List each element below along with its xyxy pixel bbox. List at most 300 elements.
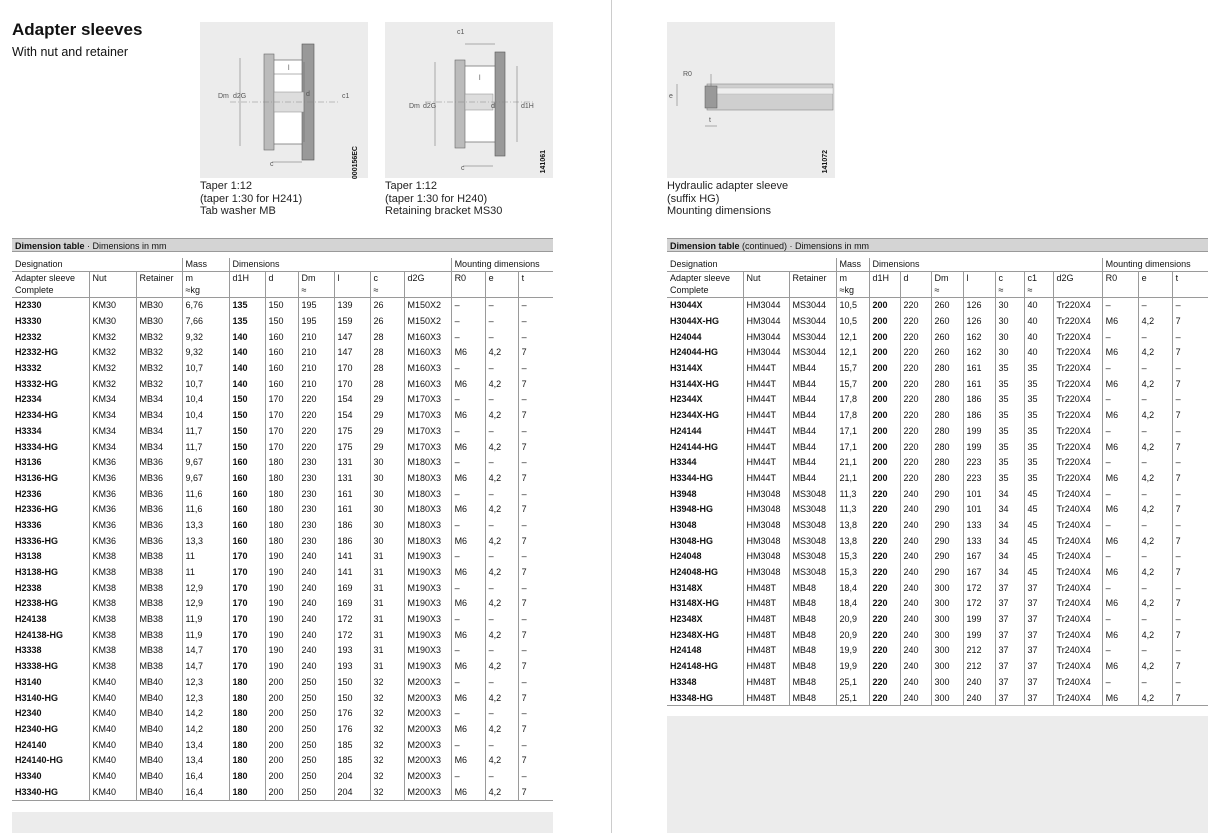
table-cell: 7: [1172, 658, 1208, 674]
table-cell: 220: [298, 439, 334, 455]
table-cell: 190: [265, 627, 298, 643]
table-cell: –: [518, 643, 553, 659]
header-e: e: [1138, 271, 1172, 284]
table-cell: H3344: [670, 457, 697, 468]
table-cell: 13,4: [182, 752, 229, 768]
table-cell: 240: [298, 611, 334, 627]
table-cell: KM36: [89, 486, 136, 502]
table-cell: 154: [334, 392, 370, 408]
table-cell: 35: [995, 439, 1024, 455]
table-row: [12, 705, 553, 721]
table-row: [667, 690, 1208, 706]
table-footer-shade: [667, 716, 1208, 833]
table-cell: Tr240X4: [1053, 486, 1102, 502]
table-cell: HM44T: [743, 470, 789, 486]
table-cell: MB36: [136, 517, 182, 533]
table-cell: 7: [1172, 470, 1208, 486]
table-cell: 7: [1172, 533, 1208, 549]
table-cell: 240: [298, 564, 334, 580]
table-cell: 260: [931, 313, 963, 329]
header-dm: Dm: [931, 271, 963, 284]
table-cell: Tr240X4: [1053, 611, 1102, 627]
table-cell: 4,2: [1138, 627, 1172, 643]
header-d: d: [265, 271, 298, 284]
table-cell: 170: [265, 439, 298, 455]
table-cell: 7: [1172, 690, 1208, 706]
table-cell: Tr220X4: [1053, 313, 1102, 329]
table-cell: 4,2: [485, 752, 518, 768]
table-cell: 32: [370, 674, 404, 690]
table-cell: 200: [265, 784, 298, 800]
table-cell: 180: [265, 470, 298, 486]
table-cell: Tr240X4: [1053, 580, 1102, 596]
table-cell: 139: [334, 297, 370, 313]
table-cell: 7: [1172, 596, 1208, 612]
table-cell: –: [1102, 611, 1138, 627]
table-row: [667, 517, 1208, 533]
table-cell: –: [451, 580, 485, 596]
label-l: l: [479, 75, 481, 82]
table-row: [667, 658, 1208, 674]
table-row: [12, 470, 553, 486]
table-cell: H24148: [670, 645, 702, 656]
table-cell: MB40: [136, 705, 182, 721]
table-cell: 150: [229, 423, 265, 439]
table-cell: 7: [1172, 313, 1208, 329]
table-cell: –: [1102, 580, 1138, 596]
table-cell: 45: [1024, 549, 1053, 565]
table-cell: H24144: [670, 425, 702, 436]
table-row: [667, 611, 1208, 627]
table-cell: HM48T: [743, 627, 789, 643]
header-m: m: [182, 271, 229, 284]
table-cell: 7: [1172, 439, 1208, 455]
table-cell: MB44: [789, 407, 836, 423]
table-cell: –: [1138, 297, 1172, 313]
table-cell: H3948: [670, 488, 697, 499]
table-cell: –: [485, 423, 518, 439]
table-cell: –: [1172, 674, 1208, 690]
table-cell: MB38: [136, 580, 182, 596]
table-cell: MB36: [136, 533, 182, 549]
table-cell: 240: [298, 549, 334, 565]
table-cell: 37: [995, 658, 1024, 674]
table-cell: 167: [963, 564, 995, 580]
table-cell: –: [485, 705, 518, 721]
label-d: d: [491, 103, 495, 110]
table-cell: 9,67: [182, 470, 229, 486]
table-cell: –: [518, 768, 553, 784]
figure-caption-2: [385, 180, 502, 218]
table-cell: 220: [900, 329, 931, 345]
figure-adapter-sleeve-tab-washer: [200, 22, 368, 178]
table-row: [667, 392, 1208, 408]
caption-line: Taper 1:12: [385, 180, 437, 192]
table-cell: 290: [931, 501, 963, 517]
page-subtitle: With nut and retainer: [12, 45, 129, 59]
table-cell: 4,2: [1138, 376, 1172, 392]
table-cell: 35: [1024, 423, 1053, 439]
table-row: [12, 721, 553, 737]
table-cell: M180X3: [404, 470, 451, 486]
table-cell: –: [451, 737, 485, 753]
table-cell: 190: [265, 549, 298, 565]
table-row: [12, 533, 553, 549]
table-cell: MB34: [136, 407, 182, 423]
table-cell: 37: [995, 580, 1024, 596]
table-cell: 300: [931, 596, 963, 612]
table-cell: 250: [298, 768, 334, 784]
header-d2g: d2G: [1053, 271, 1102, 284]
table-cell: 176: [334, 721, 370, 737]
table-cell: 17,1: [836, 423, 869, 439]
table-cell: 15,7: [836, 360, 869, 376]
table-cell: 161: [963, 376, 995, 392]
table-cell: H3334-HG: [15, 441, 59, 452]
table-cell: 240: [900, 627, 931, 643]
table-cell: –: [518, 737, 553, 753]
table-row: [12, 486, 553, 502]
table-cell: 200: [869, 470, 900, 486]
table-row: [667, 360, 1208, 376]
table-cell: –: [1102, 360, 1138, 376]
label-c: c: [461, 165, 465, 172]
caption-line: (taper 1:30 for H241): [200, 192, 303, 205]
table-cell: MB32: [136, 345, 182, 361]
table-cell: 199: [963, 439, 995, 455]
table-cell: 240: [900, 486, 931, 502]
table-cell: 20,9: [836, 627, 869, 643]
table-cell: 162: [963, 345, 995, 361]
table-cell: 17,8: [836, 392, 869, 408]
table-cell: 300: [931, 643, 963, 659]
header-t: t: [518, 271, 553, 284]
table-cell: MB44: [789, 376, 836, 392]
table-cell: 29: [370, 423, 404, 439]
table-cell: HM44T: [743, 423, 789, 439]
table-cell: M6: [1102, 596, 1138, 612]
dimension-table: [12, 258, 553, 801]
table-cell: –: [1172, 297, 1208, 313]
table-cell: HM3044: [743, 313, 789, 329]
table-row: [667, 580, 1208, 596]
table-cell: –: [518, 549, 553, 565]
table-cell: 200: [869, 297, 900, 313]
header-approx: ≈: [1024, 284, 1053, 297]
table-cell: HM44T: [743, 392, 789, 408]
header-d2g: d2G: [404, 271, 451, 284]
table-cell: –: [451, 643, 485, 659]
table-cell: 30: [995, 313, 1024, 329]
table-cell: M200X3: [404, 752, 451, 768]
table-cell: 150: [229, 392, 265, 408]
table-cell: 250: [298, 674, 334, 690]
table-cell: Tr220X4: [1053, 423, 1102, 439]
header-c: c: [370, 271, 404, 284]
table-cell: 35: [995, 407, 1024, 423]
table-cell: –: [1138, 549, 1172, 565]
table-cell: M190X3: [404, 658, 451, 674]
table-cell: M150X2: [404, 297, 451, 313]
table-cell: –: [451, 313, 485, 329]
table-cell: 186: [334, 533, 370, 549]
table-cell: Tr220X4: [1053, 392, 1102, 408]
table-cell: 240: [900, 564, 931, 580]
table-cell: 200: [869, 360, 900, 376]
table-cell: –: [1172, 423, 1208, 439]
table-cell: HM3048: [743, 486, 789, 502]
table-cell: –: [1102, 486, 1138, 502]
table-cell: KM38: [89, 596, 136, 612]
header-nut: Nut: [89, 271, 136, 284]
table-cell: H24140: [15, 739, 47, 750]
table-cell: –: [1138, 486, 1172, 502]
header-mounting: Mounting dimensions: [1102, 258, 1208, 271]
table-cell: 200: [265, 768, 298, 784]
table-cell: 160: [229, 486, 265, 502]
table-cell: Tr240X4: [1053, 533, 1102, 549]
table-cell: 10,5: [836, 297, 869, 313]
table-cell: M6: [451, 784, 485, 800]
table-cell: 175: [334, 439, 370, 455]
table-cell: 159: [334, 313, 370, 329]
table-cell: M6: [1102, 564, 1138, 580]
dimension-table-continued-title: [667, 238, 1208, 252]
table-cell: Tr220X4: [1053, 376, 1102, 392]
table-cell: –: [1102, 674, 1138, 690]
header-mass: Mass: [182, 258, 229, 271]
table-cell: 160: [265, 360, 298, 376]
label-d2g: d2G: [233, 93, 247, 100]
table-cell: 180: [265, 533, 298, 549]
header-d1h: d1H: [229, 271, 265, 284]
table-cell: H2340-HG: [15, 723, 59, 734]
label-dm: Dm: [218, 93, 229, 100]
table-cell: MS3044: [789, 329, 836, 345]
table-cell: 34: [995, 533, 1024, 549]
table-cell: 9,67: [182, 454, 229, 470]
table-cell: –: [1172, 549, 1208, 565]
table-cell: 230: [298, 454, 334, 470]
table-cell: 172: [963, 580, 995, 596]
table-cell: MB38: [136, 564, 182, 580]
table-header-row: [667, 258, 1208, 271]
header-c1: c1: [1024, 271, 1053, 284]
table-cell: H3338-HG: [15, 661, 59, 672]
table-cell: 37: [1024, 690, 1053, 706]
table-cell: 35: [995, 470, 1024, 486]
table-cell: 4,2: [1138, 470, 1172, 486]
table-cell: MS3048: [789, 533, 836, 549]
table-cell: 35: [1024, 439, 1053, 455]
table-cell: 40: [1024, 345, 1053, 361]
table-cell: HM48T: [743, 643, 789, 659]
table-cell: –: [1138, 517, 1172, 533]
table-cell: 17,8: [836, 407, 869, 423]
table-cell: 15,7: [836, 376, 869, 392]
table-cell: HM48T: [743, 611, 789, 627]
table-cell: –: [451, 768, 485, 784]
table-cell: 300: [931, 611, 963, 627]
table-cell: 30: [370, 533, 404, 549]
table-cell: 240: [900, 658, 931, 674]
table-cell: H3048-HG: [670, 535, 714, 546]
header-m: m: [836, 271, 869, 284]
table-cell: M200X3: [404, 674, 451, 690]
header-d1h: d1H: [869, 271, 900, 284]
table-cell: 12,9: [182, 580, 229, 596]
table-cell: 180: [229, 752, 265, 768]
table-cell: 4,2: [485, 501, 518, 517]
table-cell: 140: [229, 329, 265, 345]
table-row: [667, 674, 1208, 690]
table-cell: H24048-HG: [670, 567, 719, 578]
table-cell: 170: [229, 658, 265, 674]
table-cell: 37: [1024, 596, 1053, 612]
table-cell: 34: [995, 564, 1024, 580]
table-cell: –: [1172, 643, 1208, 659]
table-cell: M6: [1102, 501, 1138, 517]
table-cell: 240: [900, 549, 931, 565]
table-cell: 135: [229, 297, 265, 313]
label-c1: c1: [342, 93, 350, 100]
table-cell: M170X3: [404, 407, 451, 423]
table-cell: 37: [995, 611, 1024, 627]
table-cell: HM3048: [743, 549, 789, 565]
table-cell: 220: [869, 533, 900, 549]
table-cell: 9,32: [182, 329, 229, 345]
label-t: t: [709, 117, 711, 124]
table-cell: 175: [334, 423, 370, 439]
table-cell: KM40: [89, 768, 136, 784]
drawing-sleeve-3: [667, 22, 835, 178]
table-cell: –: [1138, 423, 1172, 439]
table-cell: M170X3: [404, 423, 451, 439]
table-cell: HM44T: [743, 360, 789, 376]
table-cell: MB34: [136, 439, 182, 455]
table-cell: 30: [370, 501, 404, 517]
table-cell: 7: [518, 407, 553, 423]
table-cell: –: [485, 392, 518, 408]
table-cell: 126: [963, 297, 995, 313]
table-cell: 11,6: [182, 486, 229, 502]
table-cell: –: [518, 297, 553, 313]
table-cell: Tr220X4: [1053, 439, 1102, 455]
table-cell: 4,2: [485, 690, 518, 706]
table-cell: 4,2: [485, 407, 518, 423]
table-cell: M160X3: [404, 360, 451, 376]
table-cell: –: [451, 611, 485, 627]
table-cell: 280: [931, 454, 963, 470]
table-cell: 210: [298, 360, 334, 376]
table-cell: KM32: [89, 345, 136, 361]
table-cell: 4,2: [485, 376, 518, 392]
table-cell: MB48: [789, 611, 836, 627]
table-cell: HM48T: [743, 658, 789, 674]
table-cell: 160: [229, 470, 265, 486]
table-cell: 186: [334, 517, 370, 533]
table-cell: 160: [229, 501, 265, 517]
table-cell: 210: [298, 376, 334, 392]
dimension-table-continued: [667, 258, 1208, 706]
table-cell: 32: [370, 752, 404, 768]
table-cell: –: [485, 611, 518, 627]
header-kg: ≈kg: [836, 284, 869, 297]
drawing-sleeve-2: [385, 22, 553, 178]
table-row: [667, 376, 1208, 392]
table-cell: Tr240X4: [1053, 564, 1102, 580]
table-cell: M6: [451, 345, 485, 361]
table-cell: 190: [265, 580, 298, 596]
table-cell: MB40: [136, 768, 182, 784]
header-complete: Complete: [670, 285, 709, 295]
table-row: [667, 454, 1208, 470]
table-cell: 9,32: [182, 345, 229, 361]
table-cell: 220: [298, 392, 334, 408]
table-cell: 11,9: [182, 611, 229, 627]
table-row: [667, 407, 1208, 423]
header-c: c: [995, 271, 1024, 284]
header-dimensions: Dimensions: [229, 258, 451, 271]
table-cell: –: [1138, 580, 1172, 596]
table-row: [12, 658, 553, 674]
table-cell: –: [1172, 360, 1208, 376]
table-cell: 300: [931, 690, 963, 706]
table-cell: 4,2: [1138, 658, 1172, 674]
table-cell: 31: [370, 596, 404, 612]
table-cell: 4,2: [1138, 501, 1172, 517]
table-row: [667, 345, 1208, 361]
table-cell: –: [1102, 297, 1138, 313]
table-cell: 16,4: [182, 768, 229, 784]
table-cell: 220: [298, 423, 334, 439]
table-cell: 300: [931, 627, 963, 643]
table-cell: 195: [298, 297, 334, 313]
table-cell: KM38: [89, 549, 136, 565]
table-cell: 30: [370, 486, 404, 502]
table-cell: –: [518, 517, 553, 533]
table-cell: 240: [963, 674, 995, 690]
table-row: [667, 643, 1208, 659]
label-l: l: [288, 65, 290, 72]
table-cell: Tr240X4: [1053, 643, 1102, 659]
table-cell: 290: [931, 549, 963, 565]
table-cell: 180: [265, 501, 298, 517]
table-row: [667, 627, 1208, 643]
table-cell: 170: [265, 407, 298, 423]
table-cell: 200: [869, 407, 900, 423]
table-cell: 14,7: [182, 643, 229, 659]
table-cell: 45: [1024, 533, 1053, 549]
table-cell: –: [1138, 360, 1172, 376]
table-cell: HM3044: [743, 297, 789, 313]
table-cell: 7: [518, 345, 553, 361]
table-cell: M170X3: [404, 392, 451, 408]
table-cell: 169: [334, 580, 370, 596]
table-cell: 290: [931, 564, 963, 580]
table-cell: H3144X: [670, 363, 703, 374]
table-cell: H3140: [15, 676, 42, 687]
table-cell: 40: [1024, 313, 1053, 329]
table-cell: –: [1102, 454, 1138, 470]
table-cell: H3138: [15, 551, 42, 562]
table-cell: 160: [229, 517, 265, 533]
table-row: [12, 297, 553, 313]
table-cell: 25,1: [836, 690, 869, 706]
table-cell: Tr240X4: [1053, 658, 1102, 674]
table-row: [667, 329, 1208, 345]
table-cell: 4,2: [485, 345, 518, 361]
